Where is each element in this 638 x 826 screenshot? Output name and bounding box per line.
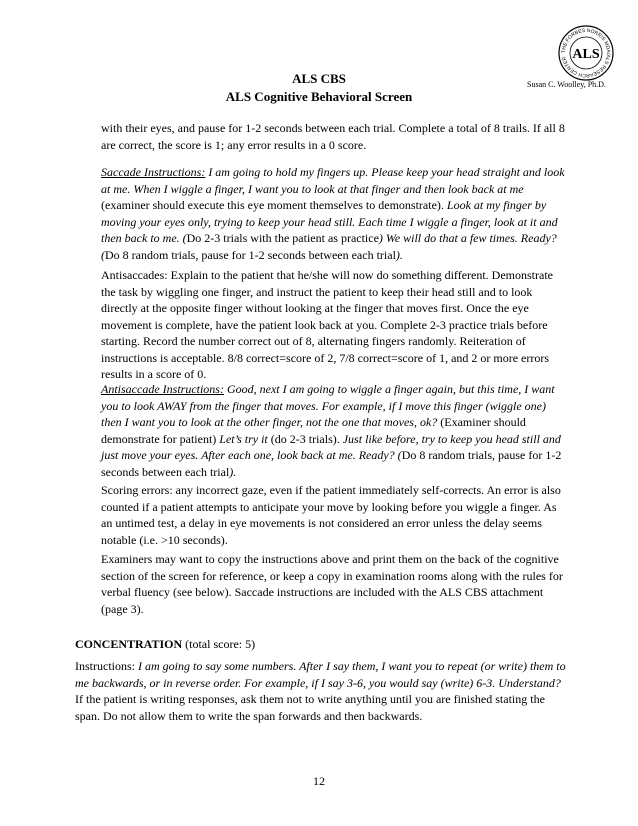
logo-ring-text: THE FORBES NORRIS MDA/ALS RESEARCH CENTER: [560, 27, 612, 79]
document-subtitle: ALS Cognitive Behavioral Screen: [225, 89, 413, 104]
antisaccade-instructions-label: Antisaccade Instructions:: [101, 382, 224, 396]
concentration-heading: [75, 636, 567, 653]
paragraph-saccade-instructions: Saccade Instructions: I am going to hold my fingers up. Please keep your head straight and look at me. When I wiggle a finger, I want you to look at that finger and then look back at me (examiner should execute this eye moment themselves to demonstrate). Look at my finger by moving your eyes only, trying to keep your head still. Each time I wiggle a finger, look at it and then back to me. (Do 2-3 trials with the patient as practice) We will do that a few times. Ready? (Do 8 random trials, pause for 1-2 seconds between each trial).: [101, 165, 565, 262]
document-title: ALS CBS: [292, 71, 346, 86]
concentration-score-note: (total score: 5): [182, 637, 256, 651]
paragraph-examiner-note: Examiners may want to copy the instructions above and print them on the back of the cognitive section of the screen for reference, or keep a copy in examination rooms along with the rules for verbal fluency (see below). Saccade instructions are included with the ALS CBS attachment (page 3).: [101, 552, 563, 616]
paragraph-scoring-errors: Scoring errors: any incorrect gaze, even if the patient immediately self-corrects. An error is also counted if a patient attempts to anticipate your move by looking before you wiggle a finger. As an untimed test, a delay in eye movements is not considered an error unless the delay seems notable (i.e. >10 seconds).: [101, 483, 561, 547]
paragraph-concentration-instructions: Instructions: I am going to say some numbers. After I say them, I want you to repeat (or write) them to me backwards, or in reverse order. For example, if I say 3-6, you would say (write) 6-3. Understand? If the patient is writing responses, ask them not to write anything until you are finished stating the span. Do not allow them to write the span forwards and then backwards.: [75, 659, 566, 723]
paragraph-antisaccades: Antisaccades: Explain to the patient that he/she will now do something different. Demonstrate the task by wiggling one finger, and instruct the patient to keep their head still and to look directly at the opposite finger without looking at the finger that moves first. Once the eye movement is complete, have the patient look back at you. Complete 2-3 practice trials before starting. Record the number correct out of 8, alternating fingers randomly. Reiteration of instructions is acceptable. 8/8 correct=score of 2, 7/8 correct=score of 1, and 2 or more errors results in a score of 0.: [101, 268, 553, 381]
author-credit: Susan C. Woolley, Ph.D.: [527, 80, 606, 89]
concentration-instructions-label: Instructions:: [75, 659, 138, 673]
saccade-instructions-label: Saccade Instructions:: [101, 165, 206, 179]
page-number: 12: [313, 774, 325, 788]
concentration-title: CONCENTRATION: [75, 637, 183, 651]
paragraph-eye-instructions-cont: with their eyes, and pause for 1-2 seconds between each trial. Complete a total of 8 trails. If all 8 are correct, the score is 1; any error results in a 0 score.: [101, 121, 565, 152]
logo-center-text: ALS: [572, 47, 600, 62]
paragraph-antisaccade-instructions: Antisaccade Instructions: Good, next I am going to wiggle a finger again, but this time, I want you to look AWAY from the finger that moves. For example, if I move this finger (wiggle one) then I want you to look at the other finger, not the one that moves, ok? (Examiner should demonstrate for patient) Let’s try it (do 2-3 trials). Just like before, try to keep you head still and just move your eyes. After each one, look back at me. Ready? (Do 8 random trials, pause for 1-2 seconds between each trial).: [101, 382, 562, 479]
